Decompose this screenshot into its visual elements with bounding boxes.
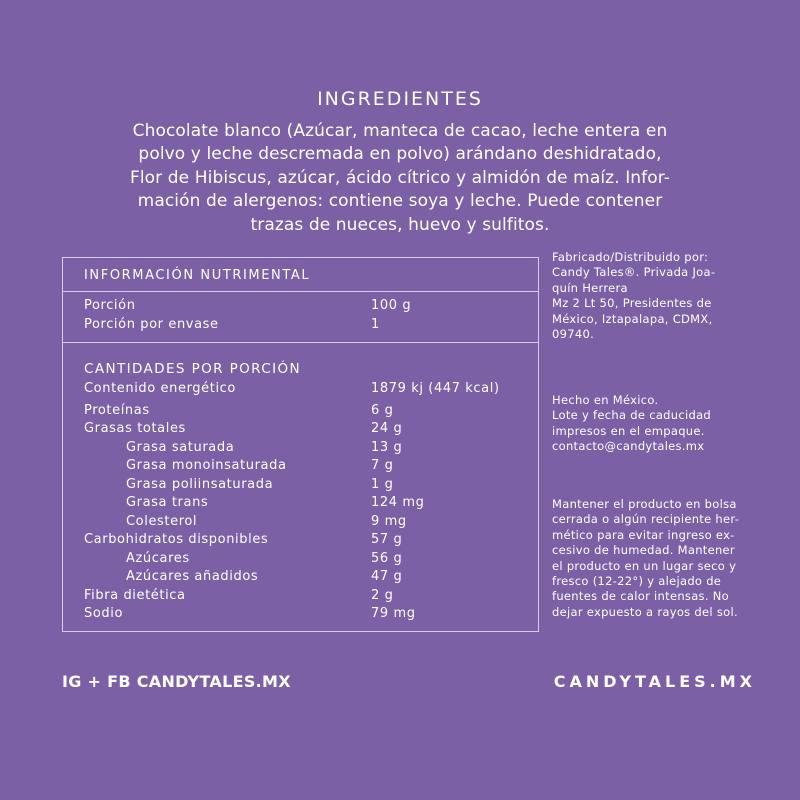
text-line: Lote y fecha de caducidad (552, 408, 712, 423)
text-line: México, Iztapalapa, CDMX, (552, 311, 713, 326)
row-value: 1879 kj (447 kcal) (371, 381, 500, 396)
row-label: Grasas totales (84, 421, 186, 436)
table-row (63, 532, 538, 551)
row-label: Grasa saturada (126, 439, 235, 455)
row-value: 9 mg (371, 513, 407, 529)
row-value: 124 mg (371, 495, 425, 510)
row-value: 7 g (371, 458, 394, 473)
text-line: Mz 2 Lt 50, Presidentes de (552, 296, 712, 311)
table-row (63, 421, 538, 440)
row-label: Grasa poliinsaturada (126, 476, 274, 492)
table-row (63, 298, 538, 317)
table-row (63, 381, 538, 400)
text-line: Candy Tales®. Privada Joa- (552, 265, 716, 280)
text-line: cesivo de humedad. Mantener (552, 543, 735, 558)
portion-section (63, 292, 538, 343)
row-value: 47 g (371, 569, 403, 584)
row-label: Contenido energético (84, 381, 236, 396)
table-row (63, 403, 538, 422)
row-label: Grasa monoinsaturada (126, 458, 287, 473)
ingredients-line: Flor de Hibiscus, azúcar, ácido cítrico y almidón de maíz. Infor- (129, 167, 671, 188)
text-line: fresco (12-22°) y alejado de (552, 574, 722, 589)
row-label: Fibra dietética (84, 587, 186, 603)
row-value: 79 mg (371, 606, 416, 621)
table-row (63, 514, 538, 533)
manufacturer-info (552, 250, 762, 342)
row-value: 1 (371, 316, 380, 332)
table-row (63, 458, 538, 477)
table-row (63, 551, 538, 570)
row-value: 1 g (371, 476, 394, 492)
nutrition-table (62, 257, 539, 632)
table-row (63, 495, 538, 514)
text-line: 09740. (552, 327, 595, 342)
amounts-section (63, 343, 538, 625)
text-line: quín Herrera (552, 280, 628, 295)
storage-instructions (552, 497, 762, 620)
row-label: Azúcares añadidos (126, 569, 259, 584)
text-line: Mantener el producto en bolsa (552, 497, 737, 511)
table-row (63, 569, 538, 588)
ingredients-line: Chocolate blanco (Azúcar, manteca de cacao, leche entera en (132, 121, 668, 141)
footer-social: IG + FB CANDYTALES.MX (62, 672, 291, 691)
text-line: cerrada o algún recipiente her- (552, 512, 740, 527)
contact-email: contacto@candytales.mx (552, 439, 705, 454)
row-value: 56 g (371, 550, 403, 566)
amounts-title: CANTIDADES POR PORCIÓN (84, 361, 302, 377)
nutrition-title: INFORMACIÓN NUTRIMENTAL (63, 258, 538, 292)
text-line: impresos en el empaque. (552, 423, 705, 438)
origin-info (552, 393, 762, 455)
ingredients-title: INGREDIENTES (317, 88, 483, 110)
table-row (63, 588, 538, 607)
table-row (63, 606, 538, 625)
row-label: Porción por envase (84, 316, 219, 332)
table-row (63, 317, 538, 336)
text-line: el producto en un lugar seco y (552, 558, 737, 573)
text-line: Fabricado/Distribuido por: (552, 250, 709, 264)
row-value: 2 g (371, 587, 394, 603)
row-value: 100 g (371, 298, 412, 313)
row-value: 57 g (371, 532, 403, 547)
table-row (63, 477, 538, 496)
text-line: dejar expuesto a rayos del sol. (552, 604, 738, 619)
row-label: Colesterol (126, 513, 198, 529)
row-label: Carbohidratos disponibles (84, 532, 269, 547)
row-label: Azúcares (126, 550, 190, 566)
ingredients-line: polvo y leche descremada en polvo) arándano deshidratado, (138, 144, 662, 165)
ingredients-line: mación de alergenos: contiene soya y leche. Puede contener (137, 191, 663, 212)
ingredients-line: trazas de nueces, huevo y sulfitos. (250, 214, 550, 235)
row-value: 13 g (371, 439, 403, 455)
text-line: mético para evitar ingreso ex- (552, 527, 735, 542)
text-line: fuentes de calor intensas. No (552, 589, 729, 604)
row-label: Grasa trans (126, 495, 209, 510)
table-row (63, 440, 538, 459)
footer-website: CANDYTALES.MX (553, 672, 756, 691)
row-label: Proteínas (84, 402, 150, 418)
row-label: Porción (84, 298, 136, 313)
row-label: Sodio (84, 606, 124, 621)
row-value: 6 g (371, 402, 394, 418)
ingredients-text (60, 120, 740, 237)
row-value: 24 g (371, 421, 403, 436)
text-line: Hecho en México. (552, 393, 659, 407)
